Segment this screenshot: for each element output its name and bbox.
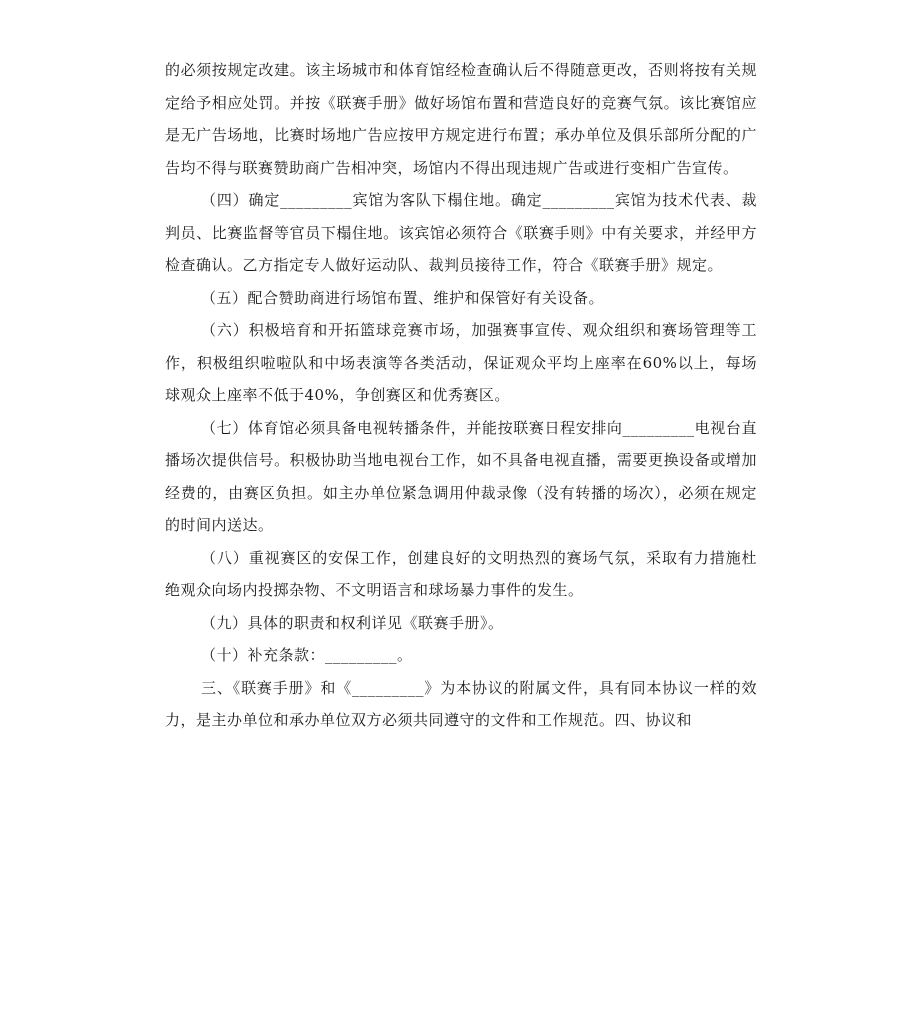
paragraph-item-8-security: （八）重视赛区的安保工作，创建良好的文明热烈的赛场气氛，采取有力措施杜绝观众向场内投掷杂物、不文明语言和球场暴力事件的发生。 <box>165 548 757 599</box>
paragraph-item-4-hotel: （四）确定_________宾馆为客队下榻住地。确定_________宾馆为技术代表、裁判员、比赛监督等官员下榻住地。该宾馆必须符合《联赛手则》中有关要求，并经甲方检查确认。乙方指定专人做好运动队、裁判员接待工作，符合《联赛手册》规定。 <box>165 191 757 274</box>
paragraph-item-7-broadcast: （七）体育馆必须具备电视转播条件，并能按联赛日程安排向_________电视台直播场次提供信号。积极协助当地电视台工作，如不具备电视直播，需要更换设备或增加经费的，由赛区负担。如主办单位紧急调用仲裁录像（没有转播的场次），必须在规定的时间内送达。 <box>165 418 757 534</box>
paragraph-item-9-duties: （九）具体的职责和权利详见《联赛手册》。 <box>201 613 504 632</box>
paragraph-item-5-sponsor: （五）配合赞助商进行场馆布置、维护和保管好有关设备。 <box>201 288 605 307</box>
paragraph-item-6-market: （六）积极培育和开拓篮球竞赛市场，加强赛事宣传、观众组织和赛场管理等工作，积极组织啦啦队和中场表演等各类活动，保证观众平均上座率在60%以上，每场球观众上座率不低于40%，争创赛区和优秀赛区。 <box>165 321 757 404</box>
paragraph-venue-rules: 的必须按规定改建。该主场城市和体育馆经检查确认后不得随意更改，否则将按有关规定给予相应处罚。并按《联赛手册》做好场馆布置和营造良好的竞赛气氛。该比赛馆应是无广告场地，比赛时场地广告应按甲方规定进行布置；承办单位及俱乐部所分配的广告均不得与联赛赞助商广告相冲突，场馆内不得出现违规广告或进行变相广告宣传。 <box>165 61 757 177</box>
document-body <box>165 54 757 737</box>
paragraph-section-3-attachments: 三、《联赛手册》和《_________》为本协议的附属文件，具有同本协议一样的效力，是主办单位和承办单位双方必须共同遵守的文件和工作规范。四、协议和 <box>165 678 757 729</box>
paragraph-item-10-supplement: （十）补充条款：_________。 <box>201 646 413 664</box>
